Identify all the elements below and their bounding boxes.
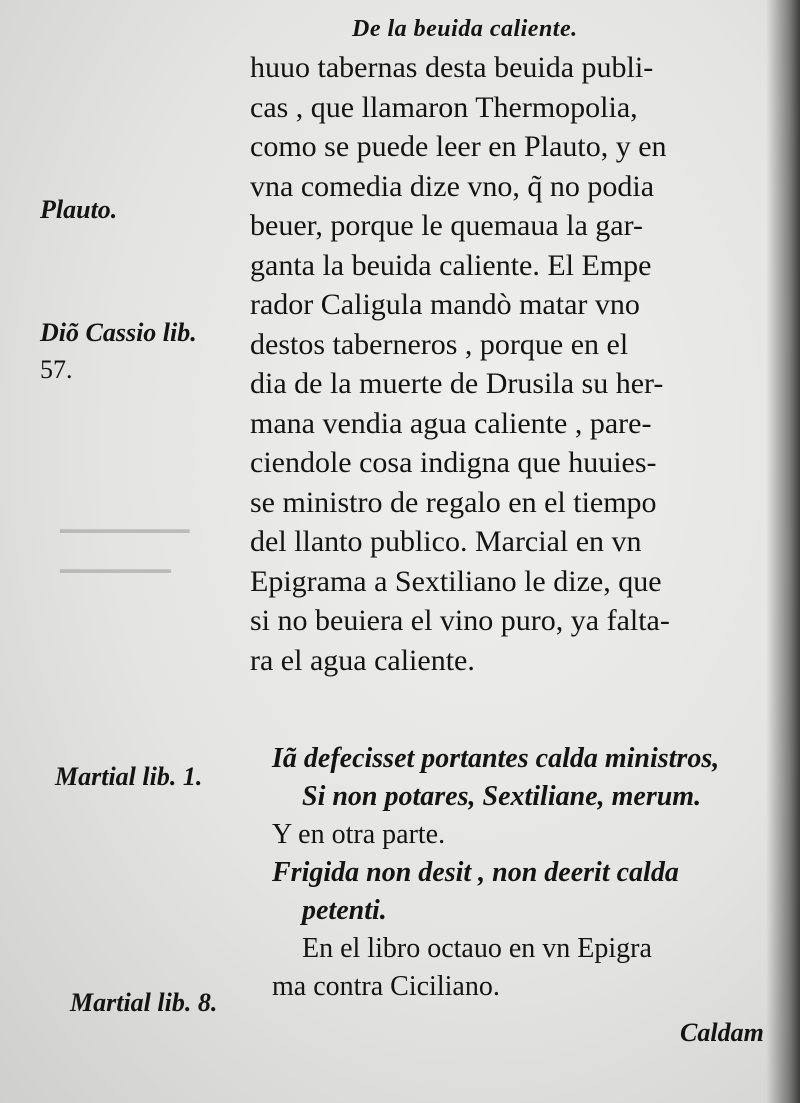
margin-note-martial-8: Martial lib. 8. (70, 988, 218, 1017)
text-line: mana vendia agua caliente , pare- (250, 406, 652, 440)
quotation-block (272, 740, 792, 1006)
text-line: como se puede leer en Plauto, y en (250, 130, 667, 163)
latin-verse: Si non potares, Sextiliane, merum. (302, 781, 702, 812)
text-line: destos taberneros , porque en el (250, 327, 629, 361)
running-header: De la beuida caliente. (352, 16, 578, 42)
catchword: Caldam (680, 1018, 764, 1047)
text-line: si no beuiera el vino puro, ya falta- (250, 604, 670, 637)
text-line: ra el agua caliente. (250, 643, 475, 677)
text-line: Epigrama a Sextiliano le dize, que (250, 564, 662, 598)
margin-note-plauto: Plauto. (40, 195, 118, 224)
text-line: ganta la beuida caliente. El Empe (250, 248, 652, 282)
text-line: se ministro de regalo en el tiempo (250, 485, 657, 519)
text-line: huuo tabernas desta beuida publi- (250, 51, 654, 84)
text-line: En el libro octauo en vn Epigra (302, 933, 652, 964)
text-line: beuer, porque le quemaua la gar- (250, 209, 644, 242)
latin-verse: Frigida non desit , non deerit calda (272, 857, 679, 888)
text-line: vna comedia dize vno, q̃ no podia (250, 169, 655, 203)
text-line: ma contra Ciciliano. (272, 971, 500, 1002)
latin-verse: Iã defecisset portantes calda ministros, (272, 743, 720, 774)
bleed-through-mark: ▁▁▁▁▁▁ (60, 547, 171, 573)
text-line: Y en otra parte. (272, 819, 446, 850)
text-line: ciendole cosa indigna que huuies- (250, 446, 657, 479)
text-line: cas , que llamaron Thermopolia, (250, 90, 638, 124)
text-line: rador Caligula mandò matar vno (250, 288, 640, 321)
margin-note-martial-1: Martial lib. 1. (55, 762, 203, 791)
text-line: del llanto publico. Marcial en vn (250, 525, 642, 558)
body-text (250, 48, 780, 680)
margin-note-dion-cassio: Diõ Cassio lib. (40, 318, 197, 347)
bleed-through-mark: ▁▁▁▁▁▁▁ (60, 507, 190, 533)
text-line: dia de la muerte de Drusila su her- (250, 367, 664, 400)
latin-verse: petenti. (302, 895, 387, 926)
margin-note-dion-book: 57. (40, 355, 73, 384)
